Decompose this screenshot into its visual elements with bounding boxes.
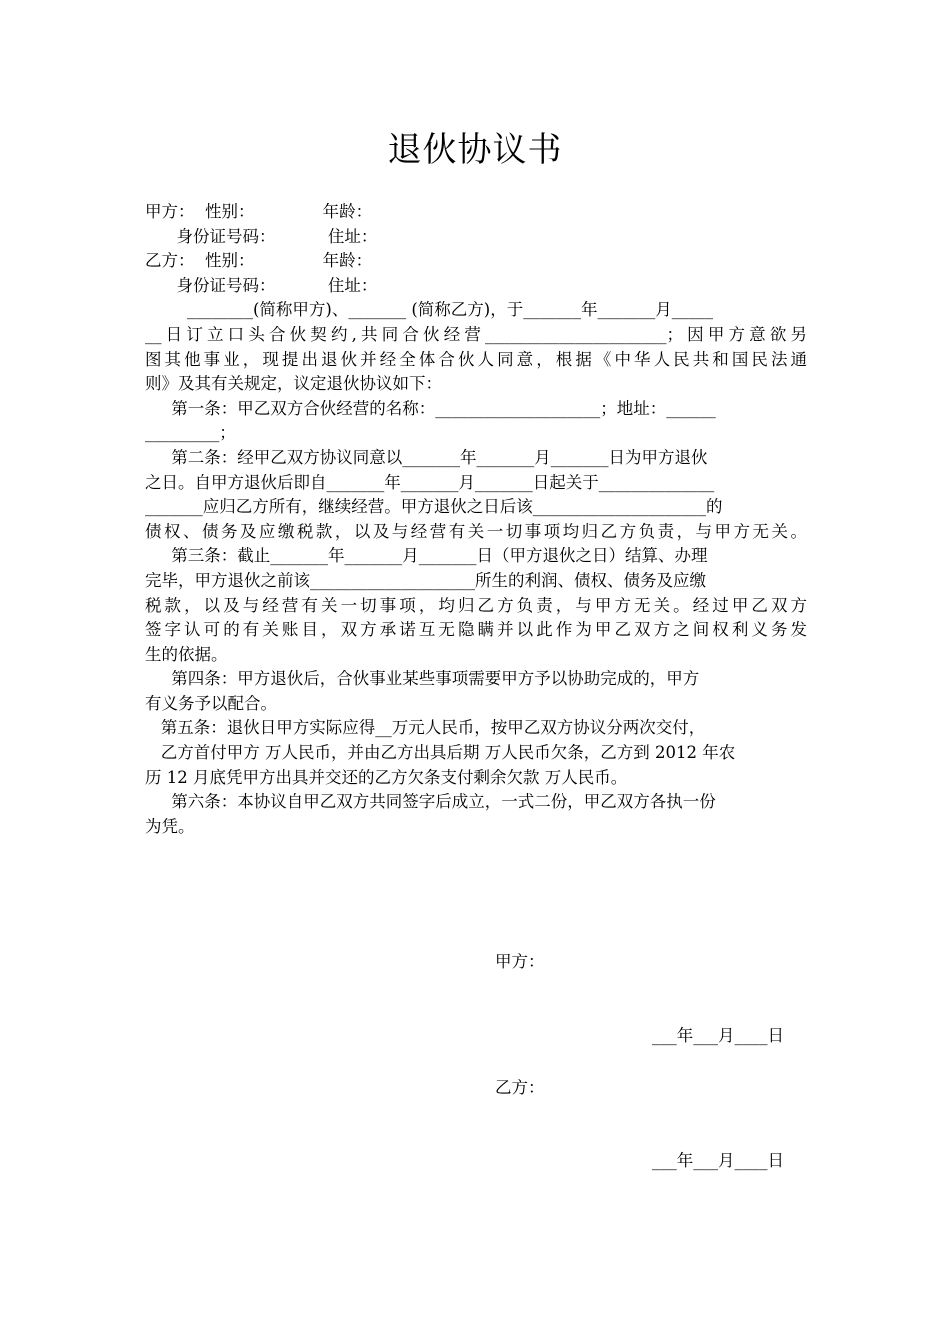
- preamble-line-3: 图其他事业，现提出退伙并经全体合伙人同意，根据《中华人民共和国民法通: [145, 349, 807, 369]
- party-a-id-address-line: 身份证号码： 住址：: [145, 226, 378, 246]
- party-b-date: ___年___月____日: [652, 1151, 784, 1170]
- preamble-line-2: __日订立口头合伙契约,共同合伙经营______________________；因甲方意欲另: [145, 324, 807, 344]
- article-2-line-1: 第二条：经甲乙双方协议同意以_______年_______月_______日为甲方退伙: [145, 447, 708, 467]
- preamble-line-4: 则》及其有关规定，议定退伙协议如下：: [145, 374, 442, 394]
- article-3-line-3: 税款，以及与经营有关一切事项，均归乙方负责，与甲方无关。经过甲乙双方: [145, 595, 807, 615]
- document-body: [145, 200, 807, 839]
- party-a-signature-label: 甲方：: [495, 952, 545, 971]
- article-1-line-1: 第一条：甲乙双方合伙经营的名称：____________________；地址：______: [145, 398, 716, 418]
- party-a-date: ___年___月____日: [652, 1026, 784, 1045]
- article-5-line-1: 第五条：退伙日甲方实际应得__万元人民币，按甲乙双方协议分两次交付，: [145, 718, 706, 738]
- preamble-line-1: ________(简称甲方)、_______ (简称乙方)，于_______年_______月_____: [145, 300, 713, 320]
- article-6-line-2: 为凭。: [145, 816, 195, 836]
- article-3-line-4: 签字认可的有关账目，双方承诺互无隐瞒并以此作为甲乙双方之间权利义务发: [145, 620, 807, 640]
- party-b-id-address-line: 身份证号码： 住址：: [145, 275, 378, 295]
- party-b-signature-label: 乙方：: [495, 1078, 545, 1097]
- article-2-line-3: _______应归乙方所有，继续经营。甲方退伙之日后该_____________________的: [145, 497, 723, 517]
- article-2-line-2: 之日。自甲方退伙后即自_______年_______月_______日起关于______________: [145, 472, 715, 492]
- party-b-gender-age-line: 乙方： 性别： 年龄：: [145, 251, 373, 271]
- article-5-line-2: 乙方首付甲方 万人民币，并由乙方出具后期 万人民币欠条，乙方到 2012 年农: [145, 743, 736, 763]
- document-title: 退伙协议书: [387, 130, 563, 170]
- article-2-line-4: 债权、债务及应缴税款，以及与经营有关一切事项均归乙方负责，与甲方无关。: [145, 521, 807, 541]
- article-4-line-1: 第四条：甲方退伙后，合伙事业某些事项需要甲方予以协助完成的，甲方: [145, 669, 700, 689]
- article-5-line-3: 历 12 月底凭甲方出具并交还的乙方欠条支付剩余欠款 万人民币。: [145, 767, 628, 787]
- article-4-line-2: 有义务予以配合。: [145, 693, 277, 713]
- party-a-gender-age-line: 甲方： 性别： 年龄：: [145, 202, 373, 221]
- article-3-line-2: 完毕，甲方退伙之前该____________________所生的利润、债权、债务及应缴: [145, 570, 706, 590]
- article-1-line-2: _________；: [145, 423, 236, 443]
- article-6-line-1: 第六条：本协议自甲乙双方共同签字后成立，一式二份，甲乙双方各执一份: [145, 792, 716, 812]
- article-3-line-1: 第三条：截止_______年_______月_______日（甲方退伙之日）结算、办理: [145, 546, 708, 566]
- article-3-line-5: 生的依据。: [145, 644, 228, 664]
